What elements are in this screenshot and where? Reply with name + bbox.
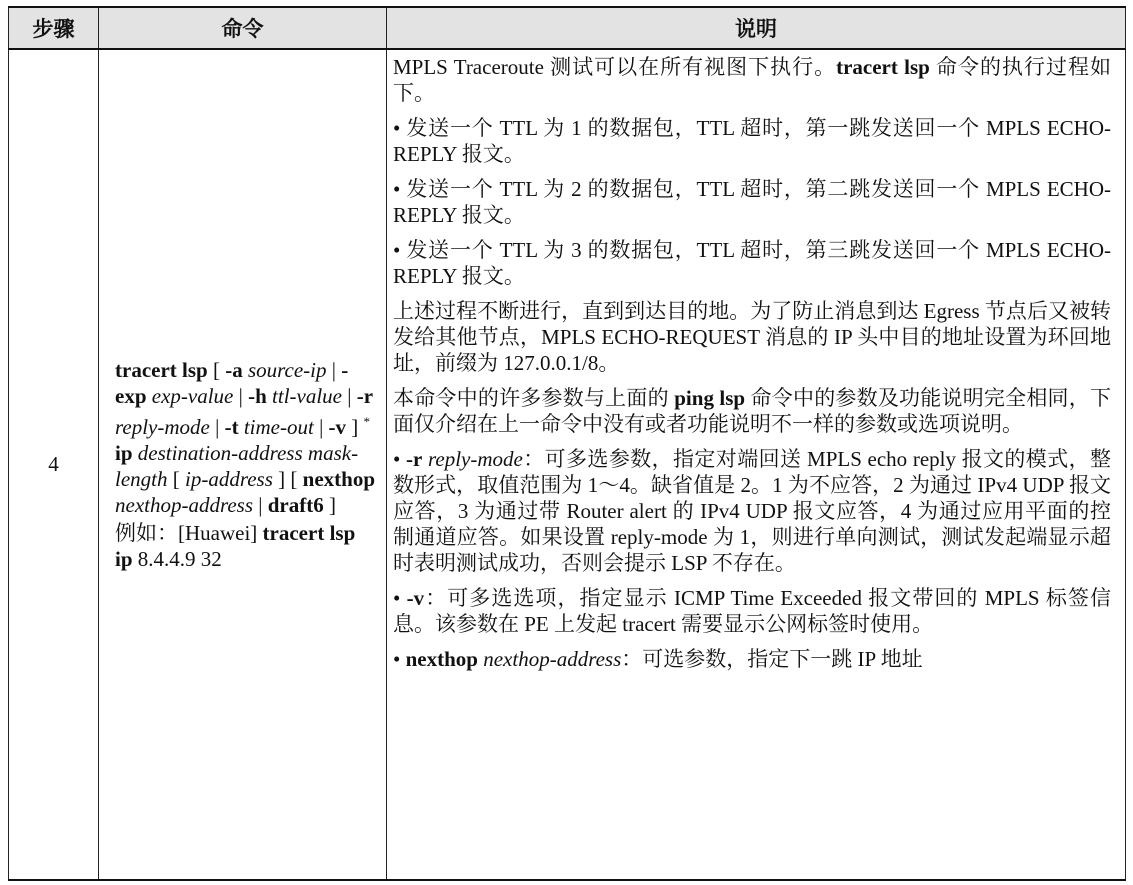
- text-run: |: [326, 358, 342, 382]
- command-table: [8, 6, 1126, 881]
- text-run: [: [207, 358, 226, 382]
- desc-process: [393, 298, 1111, 376]
- text-run: tracert lsp: [115, 358, 208, 382]
- text-run: ]: [323, 493, 336, 517]
- text-run: • 发送一个 TTL 为 2 的数据包，TTL 超时，第二跳发送回一个 MPLS ECHO-REPLY 报文。: [393, 177, 1111, 227]
- desc-bullet-ttl-2: [393, 176, 1111, 228]
- text-run: exp-value: [151, 384, 234, 408]
- text-run: ttl-value: [272, 384, 343, 408]
- text-run: |: [233, 384, 249, 408]
- text-run: -h: [248, 384, 267, 408]
- text-run: ：可多选参数，指定对端回送 MPLS echo reply 报文的模式，整数形式，取值范围为 1～4。缺省值是 2。1 为不应答，2 为通过 IPv4 UDP 报文应答，3 为通过带 Router alert 的 IPv4 UDP 报文应答，4 为通过应用平面的控制通道应答。如果设置 reply-mode 为 1，则进行单向测试，测试发起端显示超时表明测试成功，否则会提示 LSP 不存在。: [393, 447, 1111, 575]
- text-run: •: [393, 586, 407, 610]
- text-run: ip-address: [185, 467, 273, 491]
- desc-params-note: [393, 385, 1111, 437]
- step-number: 4: [9, 49, 99, 880]
- text-run: nexthop-address: [115, 493, 254, 517]
- table-row: [9, 49, 1126, 880]
- text-run: mask- length: [115, 441, 359, 491]
- desc-param-nexthop: [393, 646, 1111, 672]
- text-run: nexthop: [405, 647, 478, 671]
- text-run: 上述过程不断进行，直到到达目的地。为了防止消息到达 Egress 节点后又被转发给其他节点，MPLS ECHO-REQUEST 消息的 IP 头中目的地址设置为环回地址，前缀为 127.0.0.1/8。: [393, 299, 1111, 375]
- text-run: nexthop: [302, 467, 375, 491]
- text-run: 命令中的参数及功能说明完全相同，下面仅介绍在上一命令中没有或者功能说明不一样的参数或选项说明。: [393, 386, 1111, 436]
- text-run: reply-mode: [427, 447, 523, 471]
- text-run: ]: [346, 415, 364, 439]
- desc-param-r: [393, 446, 1111, 576]
- text-run: |: [313, 415, 329, 439]
- desc-param-v: [393, 585, 1111, 637]
- text-run: draft6: [267, 493, 324, 517]
- text-run: source-ip: [247, 358, 327, 382]
- text-run: ：可选参数，指定下一跳 IP 地址: [621, 647, 923, 671]
- text-run: • 发送一个 TTL 为 3 的数据包，TTL 超时，第三跳发送回一个 MPLS ECHO-REPLY 报文。: [393, 238, 1111, 288]
- header-description: 说明: [387, 7, 1126, 49]
- header-row: [9, 7, 1126, 49]
- header-step: 步骤: [9, 7, 99, 49]
- text-run: destination-address: [137, 441, 303, 465]
- text-run: *: [363, 414, 371, 429]
- text-run: •: [393, 447, 406, 471]
- text-run: -r: [406, 447, 423, 471]
- description-cell: [387, 49, 1126, 880]
- text-run: |: [342, 384, 357, 408]
- text-run: -v: [328, 415, 347, 439]
- desc-intro: [393, 54, 1111, 106]
- command-syntax: [115, 357, 378, 518]
- text-run: ip: [115, 441, 133, 465]
- text-run: nexthop-address: [483, 647, 622, 671]
- text-run: ] [: [272, 467, 303, 491]
- text-run: tracert lsp ip: [115, 521, 356, 571]
- text-run: 8.4.4.9 32: [132, 547, 222, 571]
- text-run: ping lsp: [674, 386, 746, 410]
- text-run: 本命令中的许多参数与上面的: [393, 386, 675, 410]
- text-run: |: [253, 493, 268, 517]
- command-example: [115, 520, 378, 572]
- text-run: [: [167, 467, 185, 491]
- text-run: 例如：[Huawei]: [115, 521, 263, 545]
- text-run: -r: [356, 384, 374, 408]
- text-run: -exp: [115, 358, 349, 408]
- desc-bullet-ttl-1: [393, 115, 1111, 167]
- text-run: -v: [406, 586, 425, 610]
- text-run: reply-mode: [115, 415, 210, 439]
- header-command: 命令: [99, 7, 387, 49]
- text-run: 命令的执行过程如下。: [393, 55, 1111, 105]
- text-run: tracert lsp: [836, 55, 930, 79]
- text-run: -t: [224, 415, 239, 439]
- text-run: • 发送一个 TTL 为 1 的数据包，TTL 超时，第一跳发送回一个 MPLS ECHO-REPLY 报文。: [393, 116, 1111, 166]
- text-run: •: [393, 647, 406, 671]
- command-cell: [99, 49, 387, 880]
- text-run: time-out: [243, 415, 314, 439]
- text-run: -a: [225, 358, 243, 382]
- desc-bullet-ttl-3: [393, 237, 1111, 289]
- text-run: ：可多选选项，指定显示 ICMP Time Exceeded 报文带回的 MPLS 标签信息。该参数在 PE 上发起 tracert 需要显示公网标签时使用。: [393, 586, 1111, 636]
- text-run: |: [209, 415, 225, 439]
- text-run: MPLS Traceroute 测试可以在所有视图下执行。: [393, 55, 837, 79]
